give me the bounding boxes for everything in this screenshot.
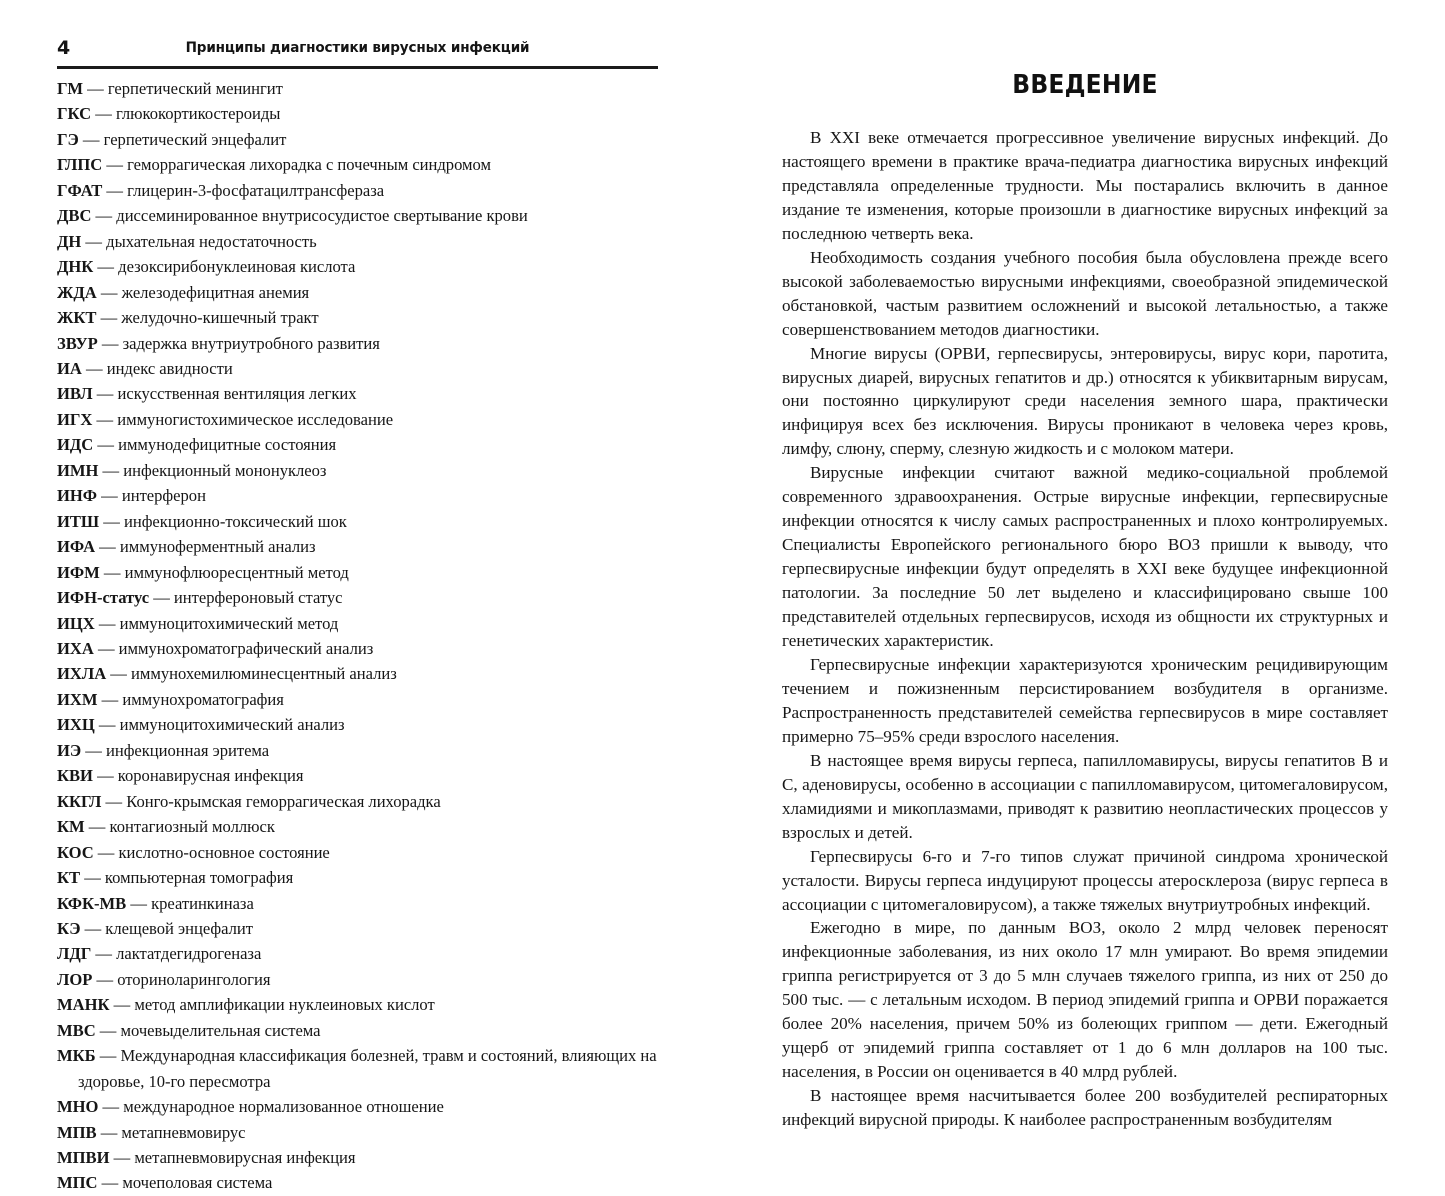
abbreviation-dash: — [102,155,128,175]
abbreviation-dash: — [91,944,117,964]
section-title: ВВЕДЕНИЕ [1012,70,1158,100]
abbreviation-entry [57,916,672,941]
abbreviation-definition: метапневмовирус [121,1122,246,1142]
abbreviation-entry [57,661,672,686]
abbreviation-dash: — [102,180,128,200]
abbreviation-entry [57,687,672,712]
abbreviation-definition: мочеполовая система [122,1173,273,1193]
abbreviation-dash: — [93,842,119,862]
abbreviation-term: ИМН [57,460,99,480]
abbreviation-dash: — [96,282,122,302]
abbreviation-entry [57,585,672,610]
abbreviation-definition: оториноларингология [117,969,271,989]
abbreviation-dash: — [101,791,127,811]
abbreviation-term: ЛДГ [57,944,92,964]
body-paragraph: В XXI веке отмечается прогрессивное увеличение вирусных инфекций. До настоящего времени в практике врача-педиатра диагностика вирусных инфекций представляла определенные трудности. Мы постарались включить в данное издание те изменения, которые произошли в диагностике вирусных инфекций за последнюю четверть века. [782,128,1388,243]
abbreviation-definition: глицерин-3-фосфатацилтрансфераза [127,180,385,200]
abbreviation-definition: дезоксирибонуклеиновая кислота [118,257,356,277]
abbreviation-definition: глюкокортикостероиды [115,104,281,124]
abbreviation-definition: кислотно-основное состояние [118,842,330,862]
abbreviation-definition: иммуногистохимическое исследование [117,409,394,429]
abbreviation-term: ИА [57,358,82,378]
abbreviation-term: МАНК [57,995,110,1015]
abbreviation-definition: герпетический энцефалит [103,129,287,149]
abbreviation-term: ДВС [57,206,92,226]
abbreviation-definition: интерфероновый статус [173,588,343,608]
abbreviation-definition: железодефицитная анемия [121,282,310,302]
abbreviation-term: ЖКТ [57,308,97,328]
abbreviation-term: КТ [57,868,81,888]
abbreviation-term: ИДС [57,435,94,455]
abbreviation-definition: инфекционно-токсический шок [123,511,347,531]
body-paragraph: Ежегодно в мире, по данным ВОЗ, около 2 млрд человек переносят инфекционные заболевания, из них около 17 млн умирают. Во время эпидемии гриппа регистрируется от 3 до 5 млн случаев тяжелого гриппа, из них от 250 до 500 тыс. — с летальным исходом. В период эпидемий гриппа и ОРВИ поражается более 20% населения, причем 50% из болеющих гриппом — дети. Ежегодный ущерб от эпидемий гриппа составляет от 1 до 6 млн долларов на 100 тыс. населения, в России он оценивается в 40 млрд рублей. [782,918,1388,1082]
abbreviation-definition: Международная классификация болезней, травм и состояний, влияющих на здоровье, 10-го пересмотра [78,1046,657,1091]
abbreviation-entry [57,814,672,839]
abbreviation-term: ДН [57,231,82,251]
abbreviation-dash: — [149,588,174,608]
abbreviation-entry [57,356,672,381]
abbreviation-entry [57,509,672,534]
abbreviation-entry [57,712,672,737]
abbreviation-definition: иммуноферментный анализ [119,537,316,557]
introduction-body [782,126,1388,1132]
abbreviation-dash: — [96,1122,122,1142]
abbreviation-dash: — [92,409,118,429]
abbreviation-dash: — [93,257,119,277]
abbreviation-term: ГЛПС [57,155,103,175]
abbreviation-term: ИТШ [57,511,100,531]
abbreviation-dash: — [81,740,106,760]
abbreviation-entry [57,611,672,636]
abbreviation-term: МНО [57,1097,99,1117]
abbreviation-definition: иммунофлюоресцентный метод [124,562,349,582]
abbreviation-dash: — [95,537,120,557]
abbreviation-entry [57,1120,672,1145]
page-number: 4 [57,37,71,59]
abbreviation-term: ИФН-статус [57,588,150,608]
abbreviation-entry [57,280,672,305]
abbreviation-term: МПВИ [57,1148,110,1168]
abbreviation-term: КВИ [57,766,93,786]
abbreviation-entry [57,891,672,916]
abbreviation-term: ККГЛ [57,791,102,811]
abbreviation-entry [57,865,672,890]
abbreviation-dash: — [81,231,107,251]
abbreviation-term: ЗВУР [57,333,98,353]
abbreviation-definition: коронавирусная инфекция [117,766,304,786]
abbreviation-dash: — [81,358,107,378]
abbreviation-entry [57,203,672,228]
abbreviation-term: ДНК [57,257,94,277]
abbreviation-entry [57,789,672,814]
abbreviation-dash: — [97,689,123,709]
abbreviation-definition: лактатдегидрогеназа [116,944,262,964]
abbreviation-dash: — [98,460,124,480]
header-rule [57,66,658,69]
abbreviation-term: ИХЦ [57,715,95,735]
abbreviation-dash: — [80,868,105,888]
abbreviation-dash: — [93,638,119,658]
abbreviation-definition: искусственная вентиляция легких [117,384,357,404]
abbreviation-definition: креатинкиназа [151,893,254,913]
abbreviation-dash: — [94,715,120,735]
abbreviation-dash: — [96,308,122,328]
abbreviation-entry [57,178,672,203]
abbreviation-entry [57,534,672,559]
abbreviation-term: КФК-МВ [57,893,127,913]
abbreviation-entry [57,152,672,177]
abbreviation-entry [57,941,672,966]
abbreviation-dash: — [80,918,106,938]
abbreviation-entry [57,407,672,432]
abbreviation-dash: — [109,1148,135,1168]
abbreviation-definition: клещевой энцефалит [105,918,253,938]
abbreviation-definition: Конго-крымская геморрагическая лихорадка [126,791,441,811]
abbreviation-definition: индекс авидности [106,358,233,378]
abbreviation-definition: иммунохемилюминесцентный анализ [131,664,397,684]
abbreviation-dash: — [99,562,125,582]
body-paragraph: Многие вирусы (ОРВИ, герпесвирусы, энтеровирусы, вирус кори, паротита, вирусных диарей, вирусных гепатитов и др.) относятся к убиквитарным вирусам, они постоянно циркулируют среди населения земного шара, практически инфицируя всех без исключения. Вирусы проникают в человека через кровь, лимфу, слюну, сперму, слезную жидкость и с молоком матери. [782,343,1388,459]
abbreviation-entry [57,1170,672,1195]
abbreviation-term: ИХЛА [57,664,107,684]
abbreviation-definition: интерферон [121,486,206,506]
body-paragraph: Вирусные инфекции считают важной медико-социальной проблемой современного здравоохранения. Острые вирусные инфекции, герпесвирусные инфекции относятся к числу самых распространенных и плохо контролируемых. Специалисты Европейского регионального бюро ВОЗ пришли к выводу, что герпесвирусные инфекции будут определять в XXI веке будущее инфекционной патологии. За последние 50 лет выделено и классифицировано свыше 100 представителей отдельных герпесвирусов, исходя из общности их структурных и генетических характеристик. [782,463,1388,651]
abbreviation-entry [57,992,672,1017]
abbreviation-definition: метод амплификации нуклеиновых кислот [134,995,435,1015]
abbreviation-dash: — [95,1020,121,1040]
abbreviation-definition: дыхательная недостаточность [106,231,317,251]
abbreviation-entry [57,1018,672,1043]
abbreviation-dash: — [91,104,116,124]
abbreviation-term: ЛОР [57,969,93,989]
abbreviation-entry [57,1094,672,1119]
abbreviation-definition: геморрагическая лихорадка с почечным синдромом [127,155,491,175]
abbreviation-definition: диссеминированное внутрисосудистое свертывание крови [116,206,528,226]
abbreviation-entry [57,381,672,406]
abbreviation-term: ИФА [57,537,96,557]
abbreviation-definition: иммунохроматография [122,689,284,709]
abbreviation-term: МВС [57,1020,96,1040]
abbreviation-term: ИЦХ [57,613,95,633]
abbreviation-definition: международное нормализованное отношение [123,1097,444,1117]
abbreviation-term: ГКС [57,104,92,124]
abbreviation-term: КМ [57,817,85,837]
abbreviation-term: ИНФ [57,486,98,506]
abbreviation-entry [57,331,672,356]
body-paragraph: Необходимость создания учебного пособия была обусловлена прежде всего высокой заболеваемостью вирусными инфекциями, своеобразной эпидемической обстановкой, частым развитием осложнений и высокой летальностью, а также совершенствованием методов диагностики. [782,247,1388,339]
abbreviation-dash: — [97,486,122,506]
abbreviation-definition: желудочно-кишечный тракт [121,308,319,328]
abbreviation-definition: инфекционный мононуклеоз [123,460,327,480]
abbreviation-entry [57,432,672,457]
abbreviation-definition: метапневмовирусная инфекция [134,1148,356,1168]
abbreviation-term: ГМ [57,79,83,98]
abbreviation-definition: герпетический менингит [107,79,283,98]
abbreviation-entry [57,101,672,126]
abbreviation-entry [57,127,672,152]
abbreviation-definition: компьютерная томография [104,868,294,888]
abbreviation-entry [57,738,672,763]
abbreviation-dash: — [109,995,135,1015]
abbreviation-entry [57,967,672,992]
running-head [57,36,658,66]
abbreviation-term: ГЭ [57,129,79,149]
abbreviation-term: МПС [57,1173,98,1193]
abbreviation-dash: — [95,1046,121,1066]
abbreviation-term: ГФАТ [57,180,103,200]
abbreviation-term: ИХМ [57,689,98,709]
abbreviation-dash: — [92,766,118,786]
abbreviation-dash: — [106,664,132,684]
abbreviation-dash: — [99,511,124,531]
abbreviation-dash: — [94,613,120,633]
abbreviation-entry [57,458,672,483]
abbreviation-definition: иммунодефицитные состояния [118,435,337,455]
abbreviation-entry [57,560,672,585]
abbreviation-entry [57,254,672,279]
abbreviation-dash: — [93,435,119,455]
abbreviation-entry [57,1145,672,1170]
abbreviation-definition: иммунохроматографический анализ [118,638,374,658]
abbreviation-entry [57,763,672,788]
abbreviation-term: ИВЛ [57,384,93,404]
abbreviation-definition: мочевыделительная система [120,1020,321,1040]
abbreviation-dash: — [91,206,117,226]
abbreviation-dash: — [92,384,118,404]
abbreviation-entry [57,229,672,254]
abbreviation-term: ИГХ [57,409,93,429]
abbreviation-definition: иммуноцитохимический метод [119,613,339,633]
introduction-section [782,70,1388,1132]
abbreviation-term: КОС [57,842,94,862]
abbreviation-dash: — [126,893,152,913]
abbreviation-term: ИХА [57,638,94,658]
body-paragraph: В настоящее время вирусы герпеса, папилломавирусы, вирусы гепатитов B и C, аденовирусы, особенно в ассоциации с папилломавирусом, цитомегаловирусом, хламидиями и микоплазмами, приводят к развитию неопластических процессов у взрослых и детей. [782,750,1388,842]
body-paragraph: В настоящее время насчитывается более 200 возбудителей респираторных инфекций вирусной природы. К наиболее распространенным возбудителям [782,1086,1388,1130]
abbreviation-entry [57,840,672,865]
abbreviation-entry [57,636,672,661]
abbreviation-term: МПВ [57,1122,97,1142]
abbreviation-list [57,76,672,1196]
running-head-title: Принципы диагностики вирусных инфекций [185,40,530,56]
abbreviation-definition: контагиозный моллюск [109,817,275,837]
abbreviation-entry [57,305,672,330]
abbreviation-term: ИЭ [57,740,82,760]
abbreviation-entry [57,76,672,101]
abbreviation-term: МКБ [57,1046,96,1066]
abbreviation-term: ИФМ [57,562,100,582]
abbreviation-definition: задержка внутриутробного развития [122,333,380,353]
body-paragraph: Герпесвирусы 6-го и 7-го типов служат причиной синдрома хронической усталости. Вирусы герпеса индуцируют процессы атеросклероза (вирус герпеса в ассоциации с цитомегаловирусом), а также тяжелых внутриутробных инфекций. [782,846,1388,914]
abbreviation-dash: — [78,129,104,149]
abbreviation-term: КЭ [57,918,81,938]
body-paragraph: Герпесвирусные инфекции характеризуются хроническим рецидивирующим течением и пожизненным персистированием возбудителя в организме. Распространенность представителей семейства герпесвирусов в мире составляет примерно 75–95% среди взрослого населения. [782,654,1388,746]
abbreviation-dash: — [98,1097,124,1117]
abbreviation-entry [57,483,672,508]
abbreviation-definition: инфекционная эритема [105,740,270,760]
abbreviation-dash: — [92,969,118,989]
abbreviation-dash: — [97,333,123,353]
abbreviation-term: ЖДА [57,282,97,302]
abbreviation-definition: иммуноцитохимический анализ [119,715,345,735]
abbreviation-dash: — [84,817,110,837]
abbreviation-dash: — [82,79,108,98]
abbreviation-entry [57,1043,672,1094]
abbreviation-dash: — [97,1173,123,1193]
